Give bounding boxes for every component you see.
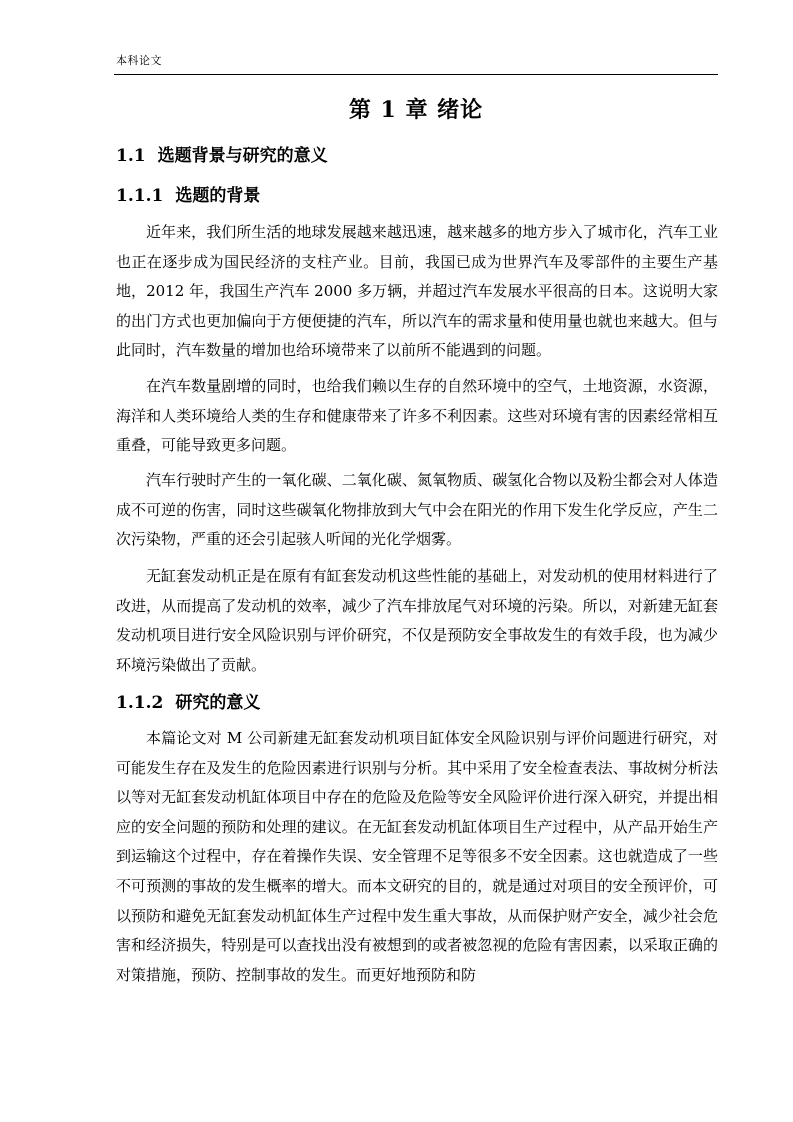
section-number: 1.1.1	[116, 186, 164, 206]
chapter-title: 第 1 章 绪论	[348, 97, 484, 123]
section-heading-1-1-1	[116, 184, 260, 208]
body-paragraph: 本篇论文对 M 公司新建无缸套发动机项目缸体安全风险识别与评价问题进行研究，对可能发生存在及发生的危险因素进行识别与分析。其中采用了安全检查表法、事故树分析法以等对无缸套发动机缸体项目中存在的危险及危险等安全风险评价进行深入研究，并提出相应的安全问题的预防和处理的建议。在无缸套发动机缸体项目生产过程中，从产品开始生产到运输这个过程中，存在着操作失误、安全管理不足等很多不安全因素。这也就造成了一些不可预测的事故的发生概率的增大。而本文研究的目的，就是通过对项目的安全预评价，可以预防和避免无缸套发动机缸体生产过程中发生重大事故，从而保护财产安全，减少社会危害和经济损失，特别是可以查找出没有被想到的或者被忽视的危险有害因素，以采取正确的对策措施，预防、控制事故的发生。而更好地预防和防	[116, 729, 718, 984]
section-number: 1.1	[116, 146, 146, 166]
running-header: 本科论文	[116, 54, 162, 67]
section-title: 选题背景与研究的意义	[157, 146, 328, 166]
section-title: 选题的背景	[175, 186, 261, 206]
body-paragraph: 在汽车数量剧增的同时，也给我们赖以生存的自然环境中的空气，土地资源，水资源，海洋和人类环境给人类的生存和健康带来了许多不利因素。这些对环境有害的因素经常相互重叠，可能导致更多问题。	[116, 377, 718, 455]
header-rule	[114, 74, 718, 75]
body-paragraph: 近年来，我们所生活的地球发展越来越迅速，越来越多的地方步入了城市化，汽车工业也正在逐步成为国民经济的支柱产业。目前，我国已成为世界汽车及零部件的主要生产基地，2012 年，我国生产汽车 2000 多万辆，并超过汽车发展水平很高的日本。这说明大家的出门方式也更加偏向于方便便捷的汽车，所以汽车的需求量和使用量也就也来越大。但与此同时，汽车数量的增加也给环境带来了以前所不能遇到的问题。	[116, 223, 718, 360]
section-heading-1-1-2	[116, 691, 260, 715]
body-paragraph: 无缸套发动机正是在原有有缸套发动机这些性能的基础上，对发动机的使用材料进行了改进，从而提高了发动机的效率，减少了汽车排放尾气对环境的污染。所以，对新建无缸套发动机项目进行安全风险识别与评价研究，不仅是预防安全事故发生的有效手段，也为减少环境污染做出了贡献。	[116, 567, 718, 674]
section-heading-1-1	[116, 144, 328, 168]
section-title: 研究的意义	[175, 693, 261, 713]
section-number: 1.1.2	[116, 693, 164, 713]
body-paragraph: 汽车行驶时产生的一氧化碳、二氧化碳、氮氧物质、碳氢化合物以及粉尘都会对人体造成不可逆的伤害，同时这些碳氧化物排放到大气中会在阳光的作用下发生化学反应，产生二次污染物，严重的还会引起骇人听闻的光化学烟雾。	[116, 471, 718, 549]
